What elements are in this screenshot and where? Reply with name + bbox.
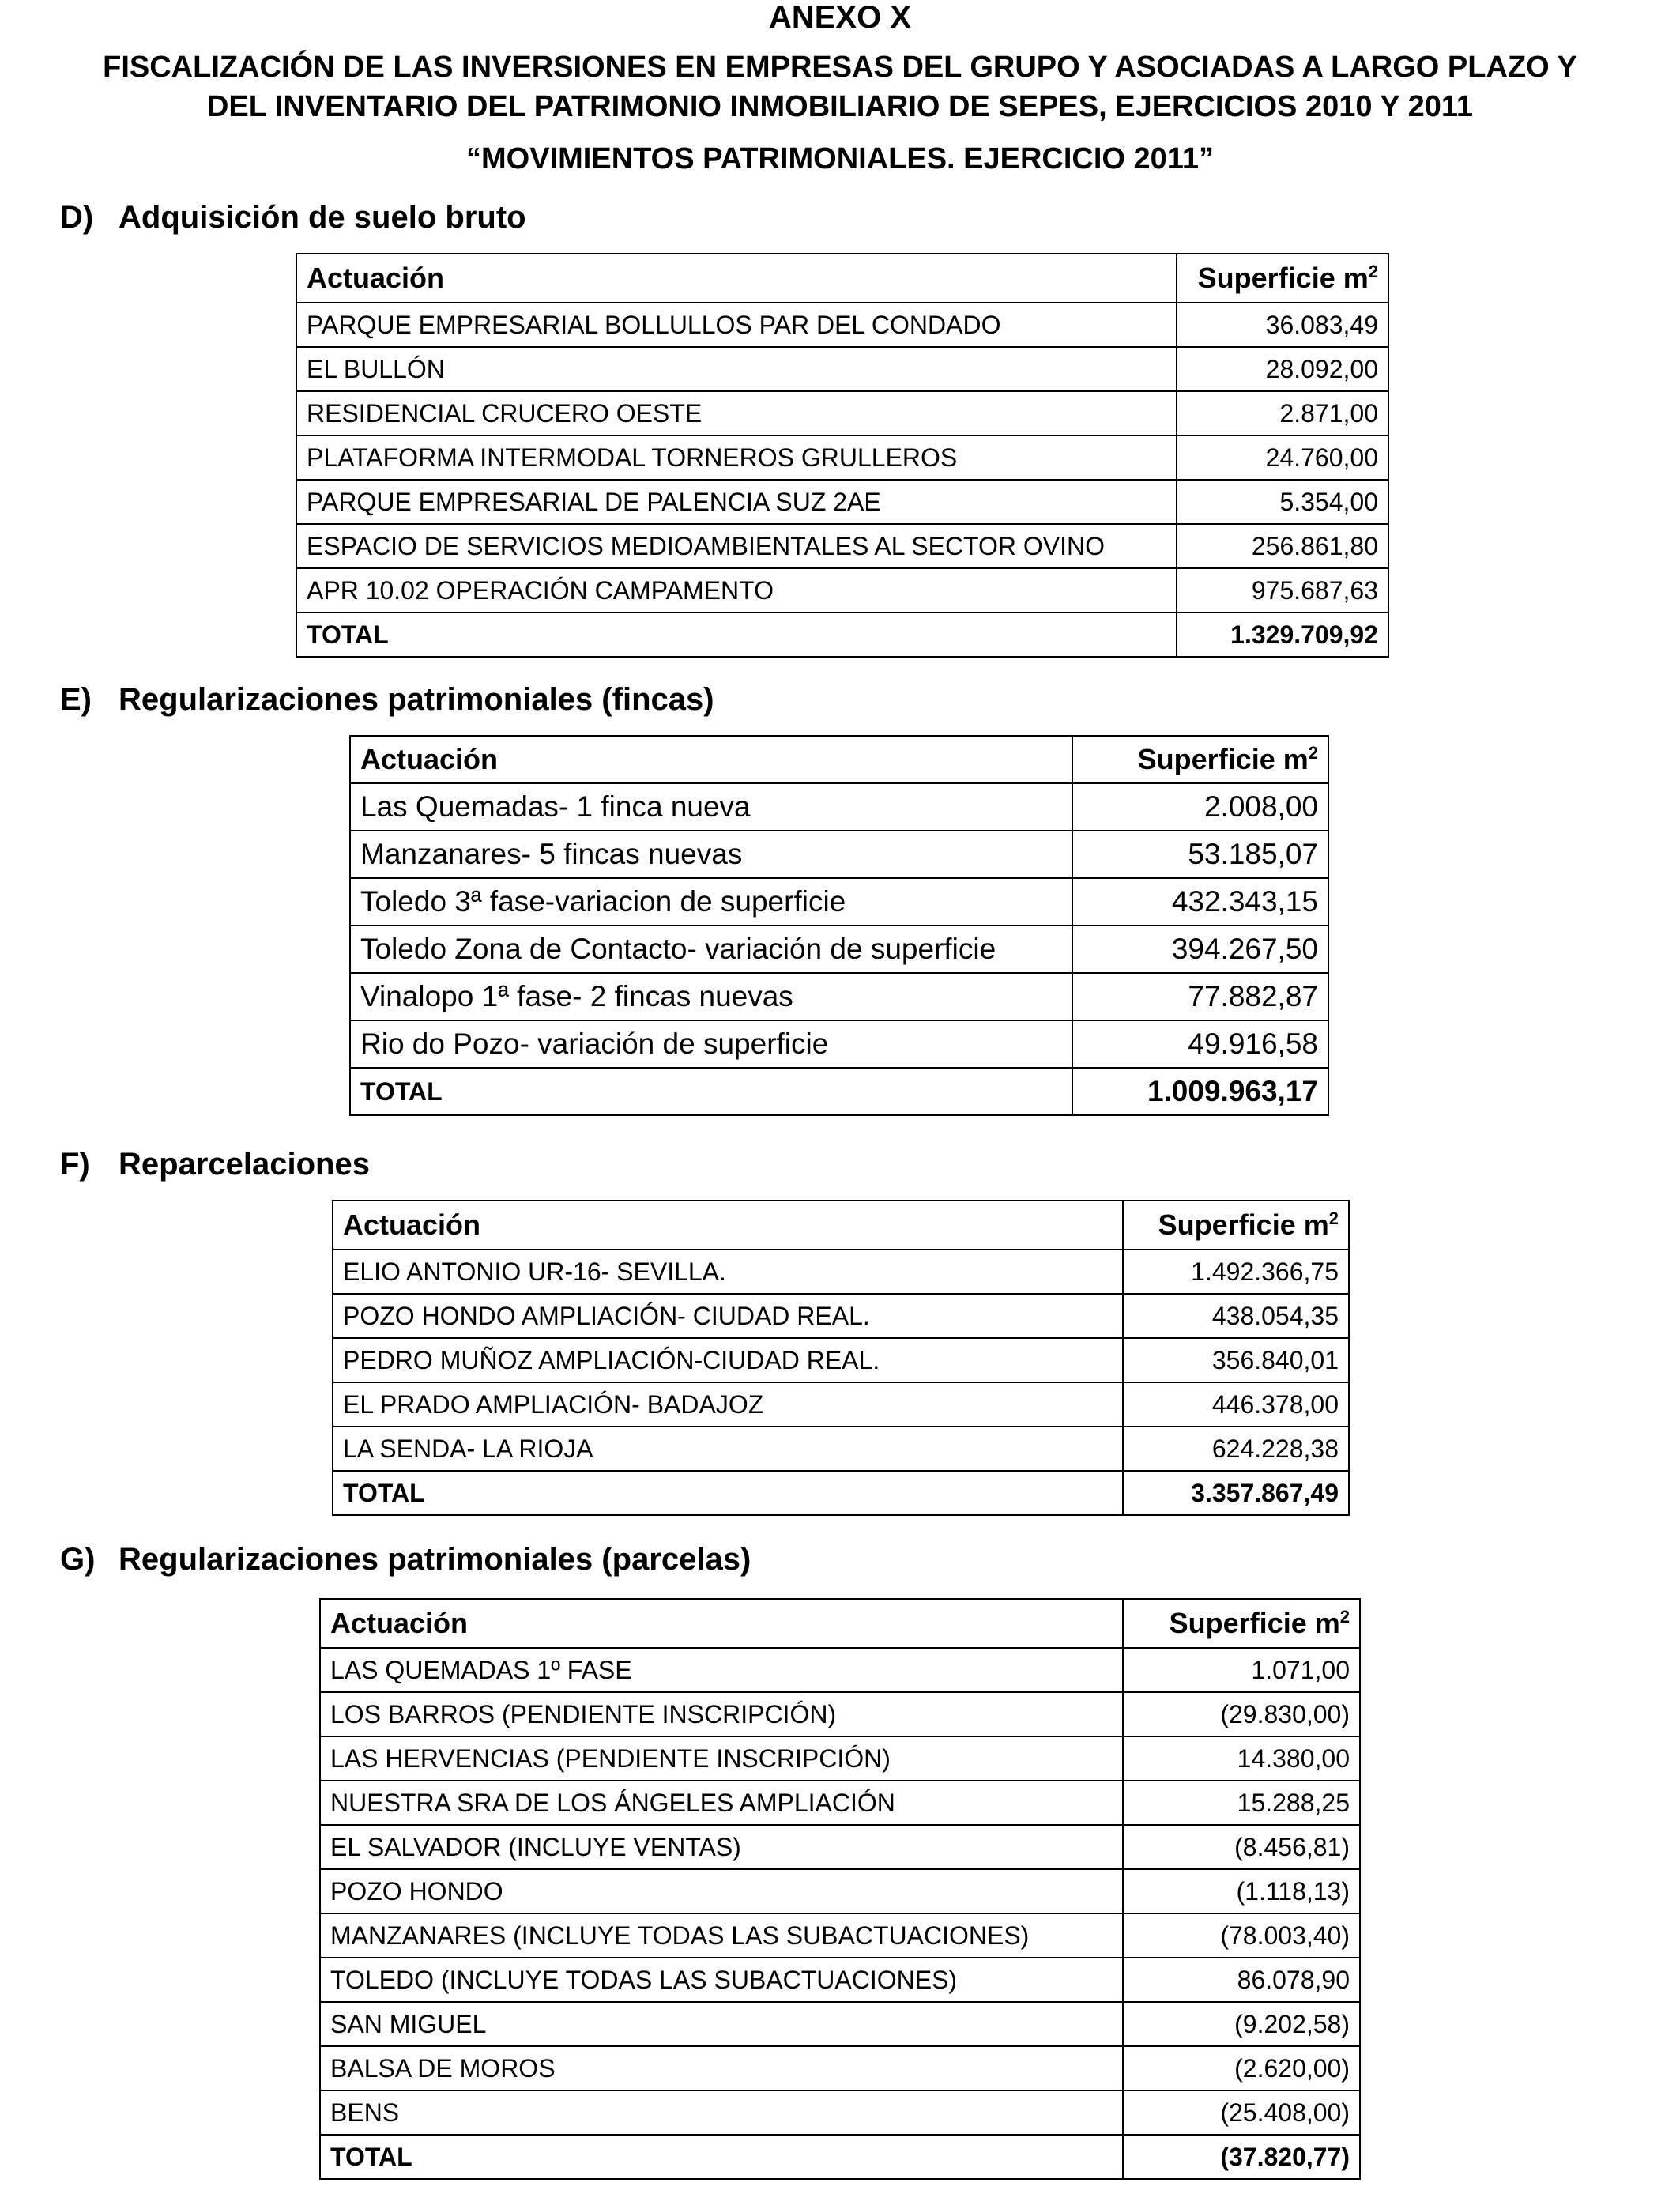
table-row	[320, 1869, 1360, 1913]
column-header-actuacion: Actuación	[350, 736, 1072, 783]
section-title: Regularizaciones patrimoniales (fincas)	[119, 682, 714, 717]
cell-actuacion: POZO HONDO	[320, 1869, 1123, 1913]
total-value: 1.329.709,92	[1177, 613, 1388, 657]
cell-actuacion: ELIO ANTONIO UR-16- SEVILLA.	[333, 1250, 1123, 1294]
document-title-line-2: DEL INVENTARIO DEL PATRIMONIO INMOBILIARIO DE SEPES, EJERCICIOS 2010 Y 2011	[206, 90, 1474, 123]
cell-actuacion: NUESTRA SRA DE LOS ÁNGELES AMPLIACIÓN	[320, 1781, 1123, 1825]
table-row	[296, 391, 1388, 435]
table-row	[320, 1958, 1360, 2002]
cell-superficie: 5.354,00	[1177, 480, 1388, 524]
table-row	[320, 2046, 1360, 2090]
section-title: Adquisición de suelo bruto	[119, 200, 526, 235]
table-row	[296, 347, 1388, 391]
section-letter: E)	[60, 682, 92, 717]
table-row	[296, 524, 1388, 568]
cell-actuacion: PARQUE EMPRESARIAL DE PALENCIA SUZ 2AE	[296, 480, 1177, 524]
cell-superficie: (2.620,00)	[1123, 2046, 1360, 2090]
cell-superficie: 77.882,87	[1072, 973, 1328, 1020]
cell-actuacion: Vinalopo 1ª fase- 2 fincas nuevas	[350, 973, 1072, 1020]
cell-actuacion: PARQUE EMPRESARIAL BOLLULLOS PAR DEL CONDADO	[296, 303, 1177, 347]
table-row	[320, 1692, 1360, 1736]
section-letter: G)	[60, 1542, 96, 1577]
table-regularizaciones-fincas	[349, 735, 1329, 1116]
cell-actuacion: PEDRO MUÑOZ AMPLIACIÓN-CIUDAD REAL.	[333, 1338, 1123, 1382]
cell-superficie: (78.003,40)	[1123, 1913, 1360, 1958]
cell-actuacion: EL BULLÓN	[296, 347, 1177, 391]
column-header-superficie-label: Superficie m	[1158, 1208, 1329, 1241]
table-regularizaciones-parcelas	[319, 1598, 1361, 2180]
cell-actuacion: MANZANARES (INCLUYE TODAS LAS SUBACTUACIONES)	[320, 1913, 1123, 1958]
cell-superficie: 2.871,00	[1177, 391, 1388, 435]
table-total-row	[350, 1068, 1328, 1115]
cell-superficie: 14.380,00	[1123, 1736, 1360, 1781]
cell-superficie: 356.840,01	[1123, 1338, 1349, 1382]
cell-superficie: 256.861,80	[1177, 524, 1388, 568]
total-value: 1.009.963,17	[1072, 1068, 1328, 1115]
cell-superficie: (1.118,13)	[1123, 1869, 1360, 1913]
document-title-line-1: FISCALIZACIÓN DE LAS INVERSIONES EN EMPRESAS DEL GRUPO Y ASOCIADAS A LARGO PLAZO Y	[103, 51, 1577, 84]
table-row	[296, 303, 1388, 347]
section-d-heading	[60, 199, 526, 236]
cell-superficie: 975.687,63	[1177, 568, 1388, 613]
table-adquisicion-suelo-bruto	[296, 253, 1389, 658]
cell-superficie: 1.492.366,75	[1123, 1250, 1349, 1294]
table-total-row	[296, 613, 1388, 657]
cell-actuacion: EL PRADO AMPLIACIÓN- BADAJOZ	[333, 1382, 1123, 1427]
cell-superficie: 432.343,15	[1072, 878, 1328, 925]
table-row	[296, 568, 1388, 613]
column-header-superficie	[1177, 254, 1388, 303]
cell-actuacion: BENS	[320, 2090, 1123, 2135]
section-title: Reparcelaciones	[119, 1147, 370, 1182]
cell-superficie: 394.267,50	[1072, 925, 1328, 973]
table-header-row	[296, 254, 1388, 303]
section-e-heading	[60, 681, 714, 718]
table-row	[350, 925, 1328, 973]
cell-superficie: 28.092,00	[1177, 347, 1388, 391]
cell-superficie: 86.078,90	[1123, 1958, 1360, 2002]
cell-actuacion: RESIDENCIAL CRUCERO OESTE	[296, 391, 1177, 435]
cell-superficie: 24.760,00	[1177, 435, 1388, 480]
total-label: TOTAL	[320, 2135, 1123, 2179]
table-header-row	[320, 1599, 1360, 1648]
table-reparcelaciones	[332, 1200, 1350, 1516]
total-value: 3.357.867,49	[1123, 1471, 1349, 1515]
column-header-actuacion: Actuación	[333, 1201, 1123, 1250]
table-header-row	[350, 736, 1328, 783]
column-header-actuacion: Actuación	[320, 1599, 1123, 1648]
table-total-row	[320, 2135, 1360, 2179]
cell-actuacion: Toledo Zona de Contacto- variación de superficie	[350, 925, 1072, 973]
cell-superficie: 624.228,38	[1123, 1427, 1349, 1471]
cell-superficie: 446.378,00	[1123, 1382, 1349, 1427]
cell-superficie: (29.830,00)	[1123, 1692, 1360, 1736]
total-value: (37.820,77)	[1123, 2135, 1360, 2179]
superscript: 2	[1308, 743, 1318, 763]
column-header-superficie	[1123, 1599, 1360, 1648]
cell-superficie: (9.202,58)	[1123, 2002, 1360, 2046]
table-row	[320, 2002, 1360, 2046]
table-row	[320, 2090, 1360, 2135]
table-row	[350, 1020, 1328, 1068]
cell-superficie: (25.408,00)	[1123, 2090, 1360, 2135]
cell-superficie: 49.916,58	[1072, 1020, 1328, 1068]
column-header-superficie	[1072, 736, 1328, 783]
cell-actuacion: BALSA DE MOROS	[320, 2046, 1123, 2090]
table-row	[333, 1427, 1349, 1471]
cell-actuacion: APR 10.02 OPERACIÓN CAMPAMENTO	[296, 568, 1177, 613]
table-row	[320, 1736, 1360, 1781]
table-row	[350, 783, 1328, 831]
table-row	[333, 1338, 1349, 1382]
cell-superficie: (8.456,81)	[1123, 1825, 1360, 1869]
table-row	[350, 878, 1328, 925]
cell-actuacion: LAS HERVENCIAS (PENDIENTE INSCRIPCIÓN)	[320, 1736, 1123, 1781]
column-header-actuacion: Actuación	[296, 254, 1177, 303]
table-row	[333, 1294, 1349, 1338]
section-letter: D)	[60, 200, 94, 235]
table-row	[350, 831, 1328, 878]
superscript: 2	[1328, 1208, 1339, 1228]
cell-actuacion: PLATAFORMA INTERMODAL TORNEROS GRULLEROS	[296, 435, 1177, 480]
section-letter: F)	[60, 1147, 90, 1182]
cell-actuacion: EL SALVADOR (INCLUYE VENTAS)	[320, 1825, 1123, 1869]
column-header-superficie-label: Superficie m	[1137, 743, 1309, 775]
table-row	[350, 973, 1328, 1020]
cell-actuacion: POZO HONDO AMPLIACIÓN- CIUDAD REAL.	[333, 1294, 1123, 1338]
superscript: 2	[1339, 1607, 1350, 1627]
superscript: 2	[1368, 262, 1378, 281]
table-row	[333, 1250, 1349, 1294]
cell-actuacion: SAN MIGUEL	[320, 2002, 1123, 2046]
section-f-heading	[60, 1146, 370, 1182]
cell-superficie: 15.288,25	[1123, 1781, 1360, 1825]
table-row	[333, 1382, 1349, 1427]
table-total-row	[333, 1471, 1349, 1515]
total-label: TOTAL	[296, 613, 1177, 657]
annex-heading: ANEXO X	[768, 0, 912, 35]
cell-actuacion: Toledo 3ª fase-variacion de superficie	[350, 878, 1072, 925]
cell-actuacion: LA SENDA- LA RIOJA	[333, 1427, 1123, 1471]
total-label: TOTAL	[350, 1068, 1072, 1115]
column-header-superficie-label: Superficie m	[1197, 262, 1369, 294]
table-row	[320, 1648, 1360, 1692]
table-header-row	[333, 1201, 1349, 1250]
total-label: TOTAL	[333, 1471, 1123, 1515]
cell-actuacion: Manzanares- 5 fincas nuevas	[350, 831, 1072, 878]
section-g-heading	[60, 1541, 751, 1578]
cell-actuacion: LAS QUEMADAS 1º FASE	[320, 1648, 1123, 1692]
table-row	[320, 1913, 1360, 1958]
cell-actuacion: LOS BARROS (PENDIENTE INSCRIPCIÓN)	[320, 1692, 1123, 1736]
cell-superficie: 1.071,00	[1123, 1648, 1360, 1692]
cell-superficie: 2.008,00	[1072, 783, 1328, 831]
document-subtitle: “MOVIMIENTOS PATRIMONIALES. EJERCICIO 2011”	[466, 142, 1214, 175]
cell-actuacion: Las Quemadas- 1 finca nueva	[350, 783, 1072, 831]
column-header-superficie-label: Superficie m	[1169, 1607, 1340, 1639]
section-title: Regularizaciones patrimoniales (parcelas)	[119, 1542, 751, 1577]
cell-superficie: 36.083,49	[1177, 303, 1388, 347]
table-row	[320, 1781, 1360, 1825]
table-row	[296, 480, 1388, 524]
cell-actuacion: TOLEDO (INCLUYE TODAS LAS SUBACTUACIONES)	[320, 1958, 1123, 2002]
table-row	[296, 435, 1388, 480]
cell-actuacion: Rio do Pozo- variación de superficie	[350, 1020, 1072, 1068]
table-row	[320, 1825, 1360, 1869]
column-header-superficie	[1123, 1201, 1349, 1250]
cell-superficie: 438.054,35	[1123, 1294, 1349, 1338]
cell-superficie: 53.185,07	[1072, 831, 1328, 878]
cell-actuacion: ESPACIO DE SERVICIOS MEDIOAMBIENTALES AL SECTOR OVINO	[296, 524, 1177, 568]
